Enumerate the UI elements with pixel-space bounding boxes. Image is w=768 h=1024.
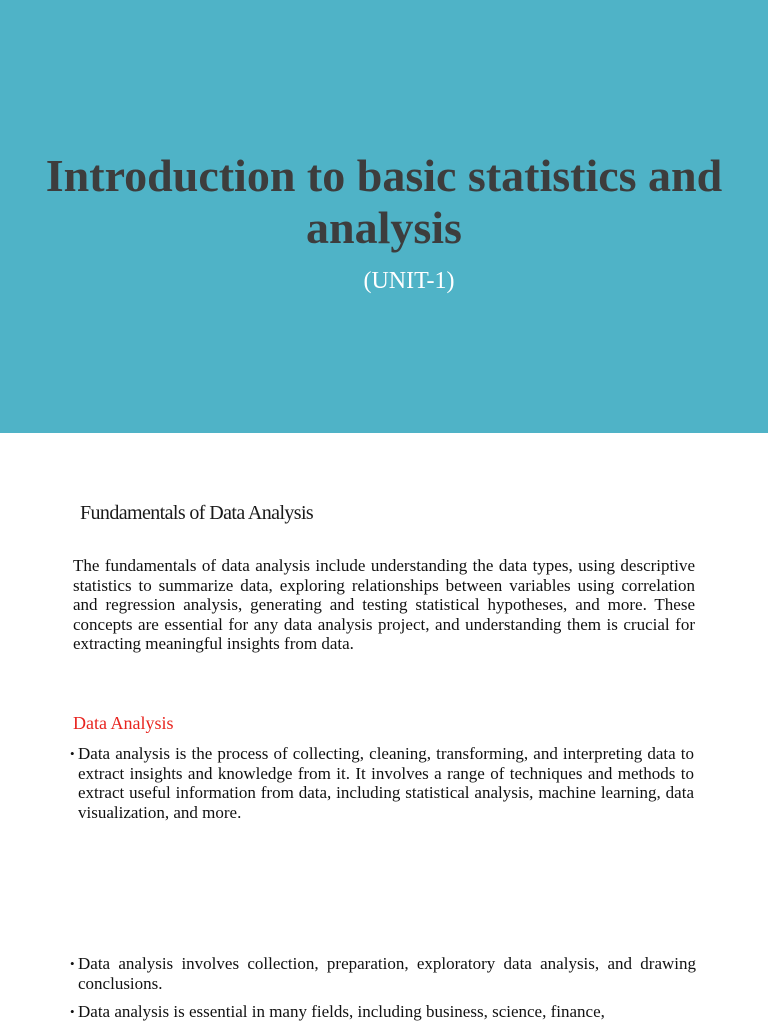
bullet-text: Data analysis is the process of collecting, cleaning, transforming, and interpreting data to extract insights and knowledge from it. It involves a range of techniques and methods to extract useful information from data, including statistical analysis, machine learning, data visualization, and more. bbox=[78, 744, 694, 822]
bullet-text: Data analysis involves collection, preparation, exploratory data analysis, and drawing conclusions. bbox=[78, 954, 696, 993]
section-heading: Fundamentals of Data Analysis bbox=[80, 502, 314, 524]
bullet-icon: • bbox=[70, 746, 75, 761]
bullet-item bbox=[70, 744, 694, 822]
data-analysis-heading: Data Analysis bbox=[73, 713, 174, 733]
intro-paragraph: The fundamentals of data analysis include understanding the data types, using descriptive statistics to summarize data, exploring relationships between variables using correlation and regression analysis, generating and testing statistical hypotheses, and more. These concepts are essential for any data analysis project, and understanding them is crucial for extracting meaningful insights from data. bbox=[73, 556, 695, 654]
title-slide bbox=[0, 0, 768, 433]
bullet-text: Data analysis is essential in many fields, including business, science, finance, bbox=[78, 1002, 605, 1021]
bullet-icon: • bbox=[70, 1004, 75, 1019]
unit-subtitle: (UNIT-1) bbox=[363, 268, 455, 294]
bullet-item bbox=[70, 954, 696, 993]
bullet-icon: • bbox=[70, 956, 75, 971]
bullet-item bbox=[70, 1002, 684, 1022]
page-title: Introduction to basic statistics and analysis bbox=[45, 150, 723, 253]
